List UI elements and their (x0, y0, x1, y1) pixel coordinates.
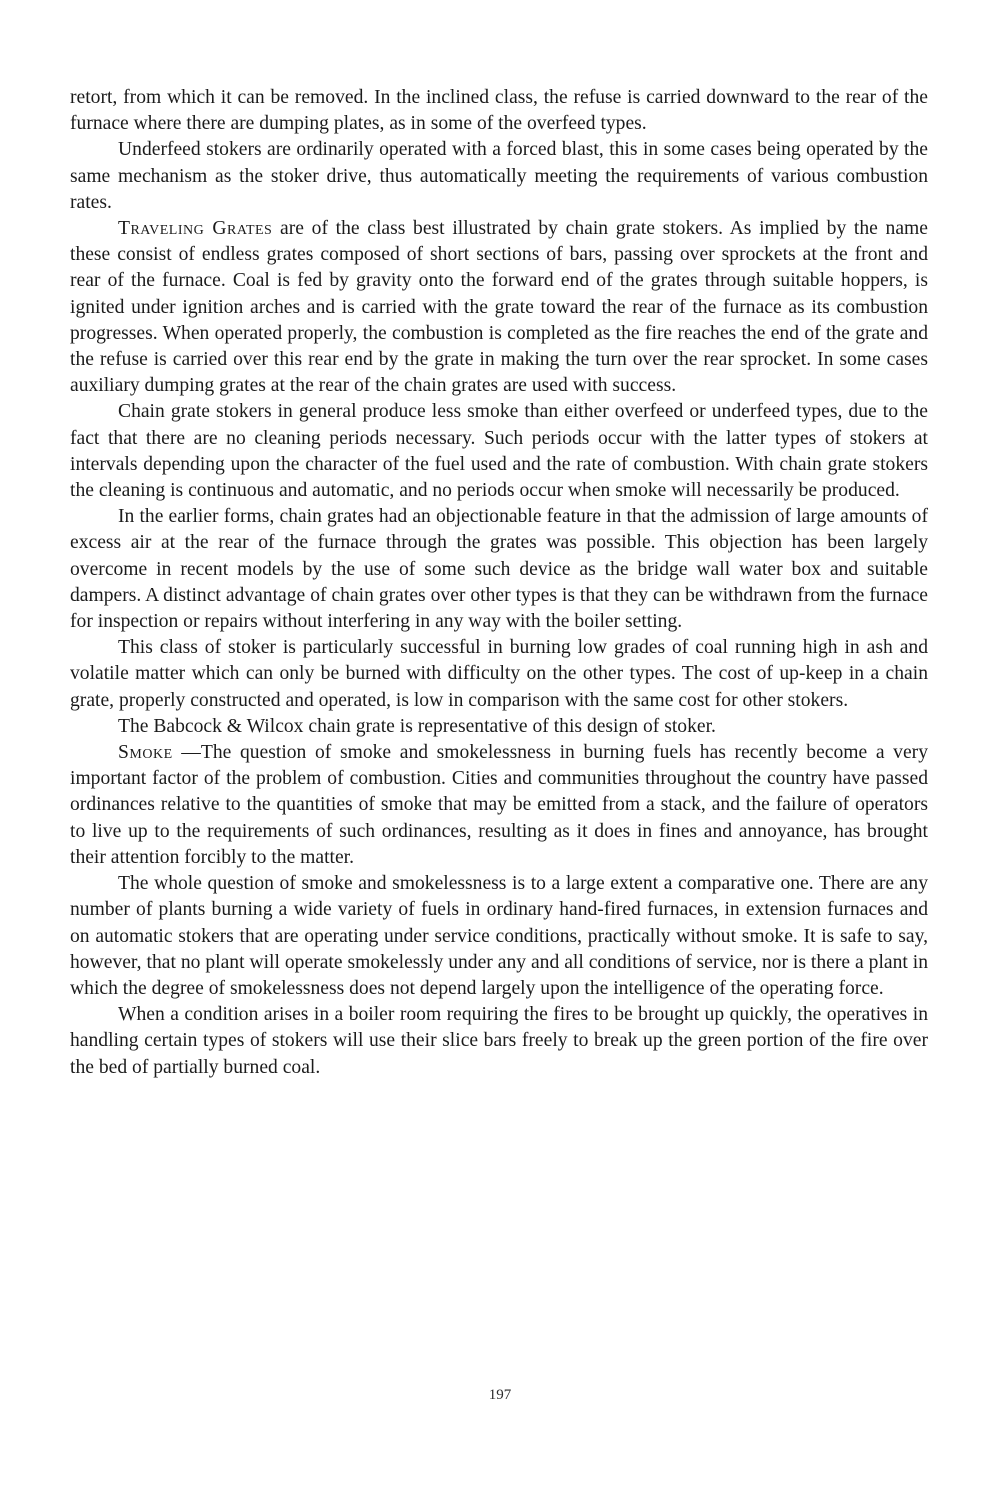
paragraph-text: Underfeed stokers are ordinarily operated with a forced blast, this in some cases being operated by the same mechanism as the stoker drive, thus automatically meeting the requirements of various combustion rates. (70, 139, 928, 213)
paragraph-text: retort, from which it can be removed. In the inclined class, the refuse is carried downward to the rear of the furnace where there are dumping plates, as in some of the overfeed types. (70, 87, 928, 135)
paragraph (70, 504, 928, 635)
paragraph-text: The whole question of smoke and smokelessness is to a large extent a comparative one. There are any number of plants burning a wide variety of fuels in ordinary hand-fired furnaces, in extension furnaces and on automatic stokers that are operating under service conditions, practically without smoke. It is safe to say, however, that no plant will operate smokelessly under any and all conditions of service, nor is there a plant in which the degree of smokelessness does not depend largely upon the intelligence of the operating force. (70, 873, 928, 999)
paragraph (70, 216, 928, 399)
paragraph (70, 399, 928, 504)
paragraph (70, 137, 928, 216)
page-number: 197 (488, 1387, 512, 1403)
paragraph-text: This class of stoker is particularly successful in burning low grades of coal running high in ash and volatile matter which can only be burned with difficulty on the other types. The cost of up-keep in a chain grate, properly constructed and operated, is low in comparison with the same cost for other stokers. (70, 637, 928, 711)
paragraph (70, 85, 928, 137)
paragraph (70, 635, 928, 714)
paragraph (70, 871, 928, 1002)
page-body (70, 85, 928, 1081)
paragraph (70, 714, 928, 740)
paragraph-text: Chain grate stokers in general produce less smoke than either overfeed or underfeed types, due to the fact that there are no cleaning periods necessary. Such periods occur with the latter types of stokers at intervals depending upon the character of the fuel used and the rate of combustion. With chain grate stokers the cleaning is continuous and automatic, and no periods occur when smoke will necessarily be produced. (70, 401, 928, 502)
paragraph (70, 740, 928, 871)
paragraph-text: When a condition arises in a boiler room requiring the fires to be brought up quickly, the operatives in handling certain types of stokers will use their slice bars freely to break up the green portion of the fire over the bed of partially burned coal. (70, 1004, 928, 1078)
paragraph-text: In the earlier forms, chain grates had an objectionable feature in that the admission of large amounts of excess air at the rear of the furnace through the grates was possible. This objection has been largely overcome in recent models by the use of some such device as the bridge wall water box and suitable dampers. A distinct advantage of chain grates over other types is that they can be withdrawn from the furnace for inspection or repairs without interfering in any way with the boiler setting. (70, 506, 928, 633)
paragraph-text: The Babcock & Wilcox chain grate is representative of this design of stoker. (118, 715, 716, 737)
paragraph-text: are of the class best illustrated by chain grate stokers. As implied by the name these consist of endless grates composed of short sections of bars, passing over sprockets at the front and rear of the furnace. Coal is fed by gravity onto the forward end of the grates through suitable hoppers, is ignited under ignition arches and is carried with the grate toward the rear of the furnace as its combustion progresses. When operated properly, the combustion is completed as the fire reaches the end of the grate and the refuse is carried over this rear end by the grate in making the turn over the rear sprocket. In some cases auxiliary dumping grates at the rear of the chain grates are used with success. (70, 218, 928, 397)
paragraph (70, 1002, 928, 1081)
paragraph-text: —The question of smoke and smokelessness in burning fuels has recently become a very important factor of the problem of combustion. Cities and communities throughout the country have passed ordinances relative to the quantities of smoke that may be emitted from a stack, and the failure of operators to live up to the requirements of such ordinances, resulting as it does in fines and annoyance, has brought their attention forcibly to the matter. (70, 742, 928, 868)
paragraph-lead: Smoke (118, 742, 173, 764)
paragraph-lead: Traveling Grates (118, 218, 273, 240)
